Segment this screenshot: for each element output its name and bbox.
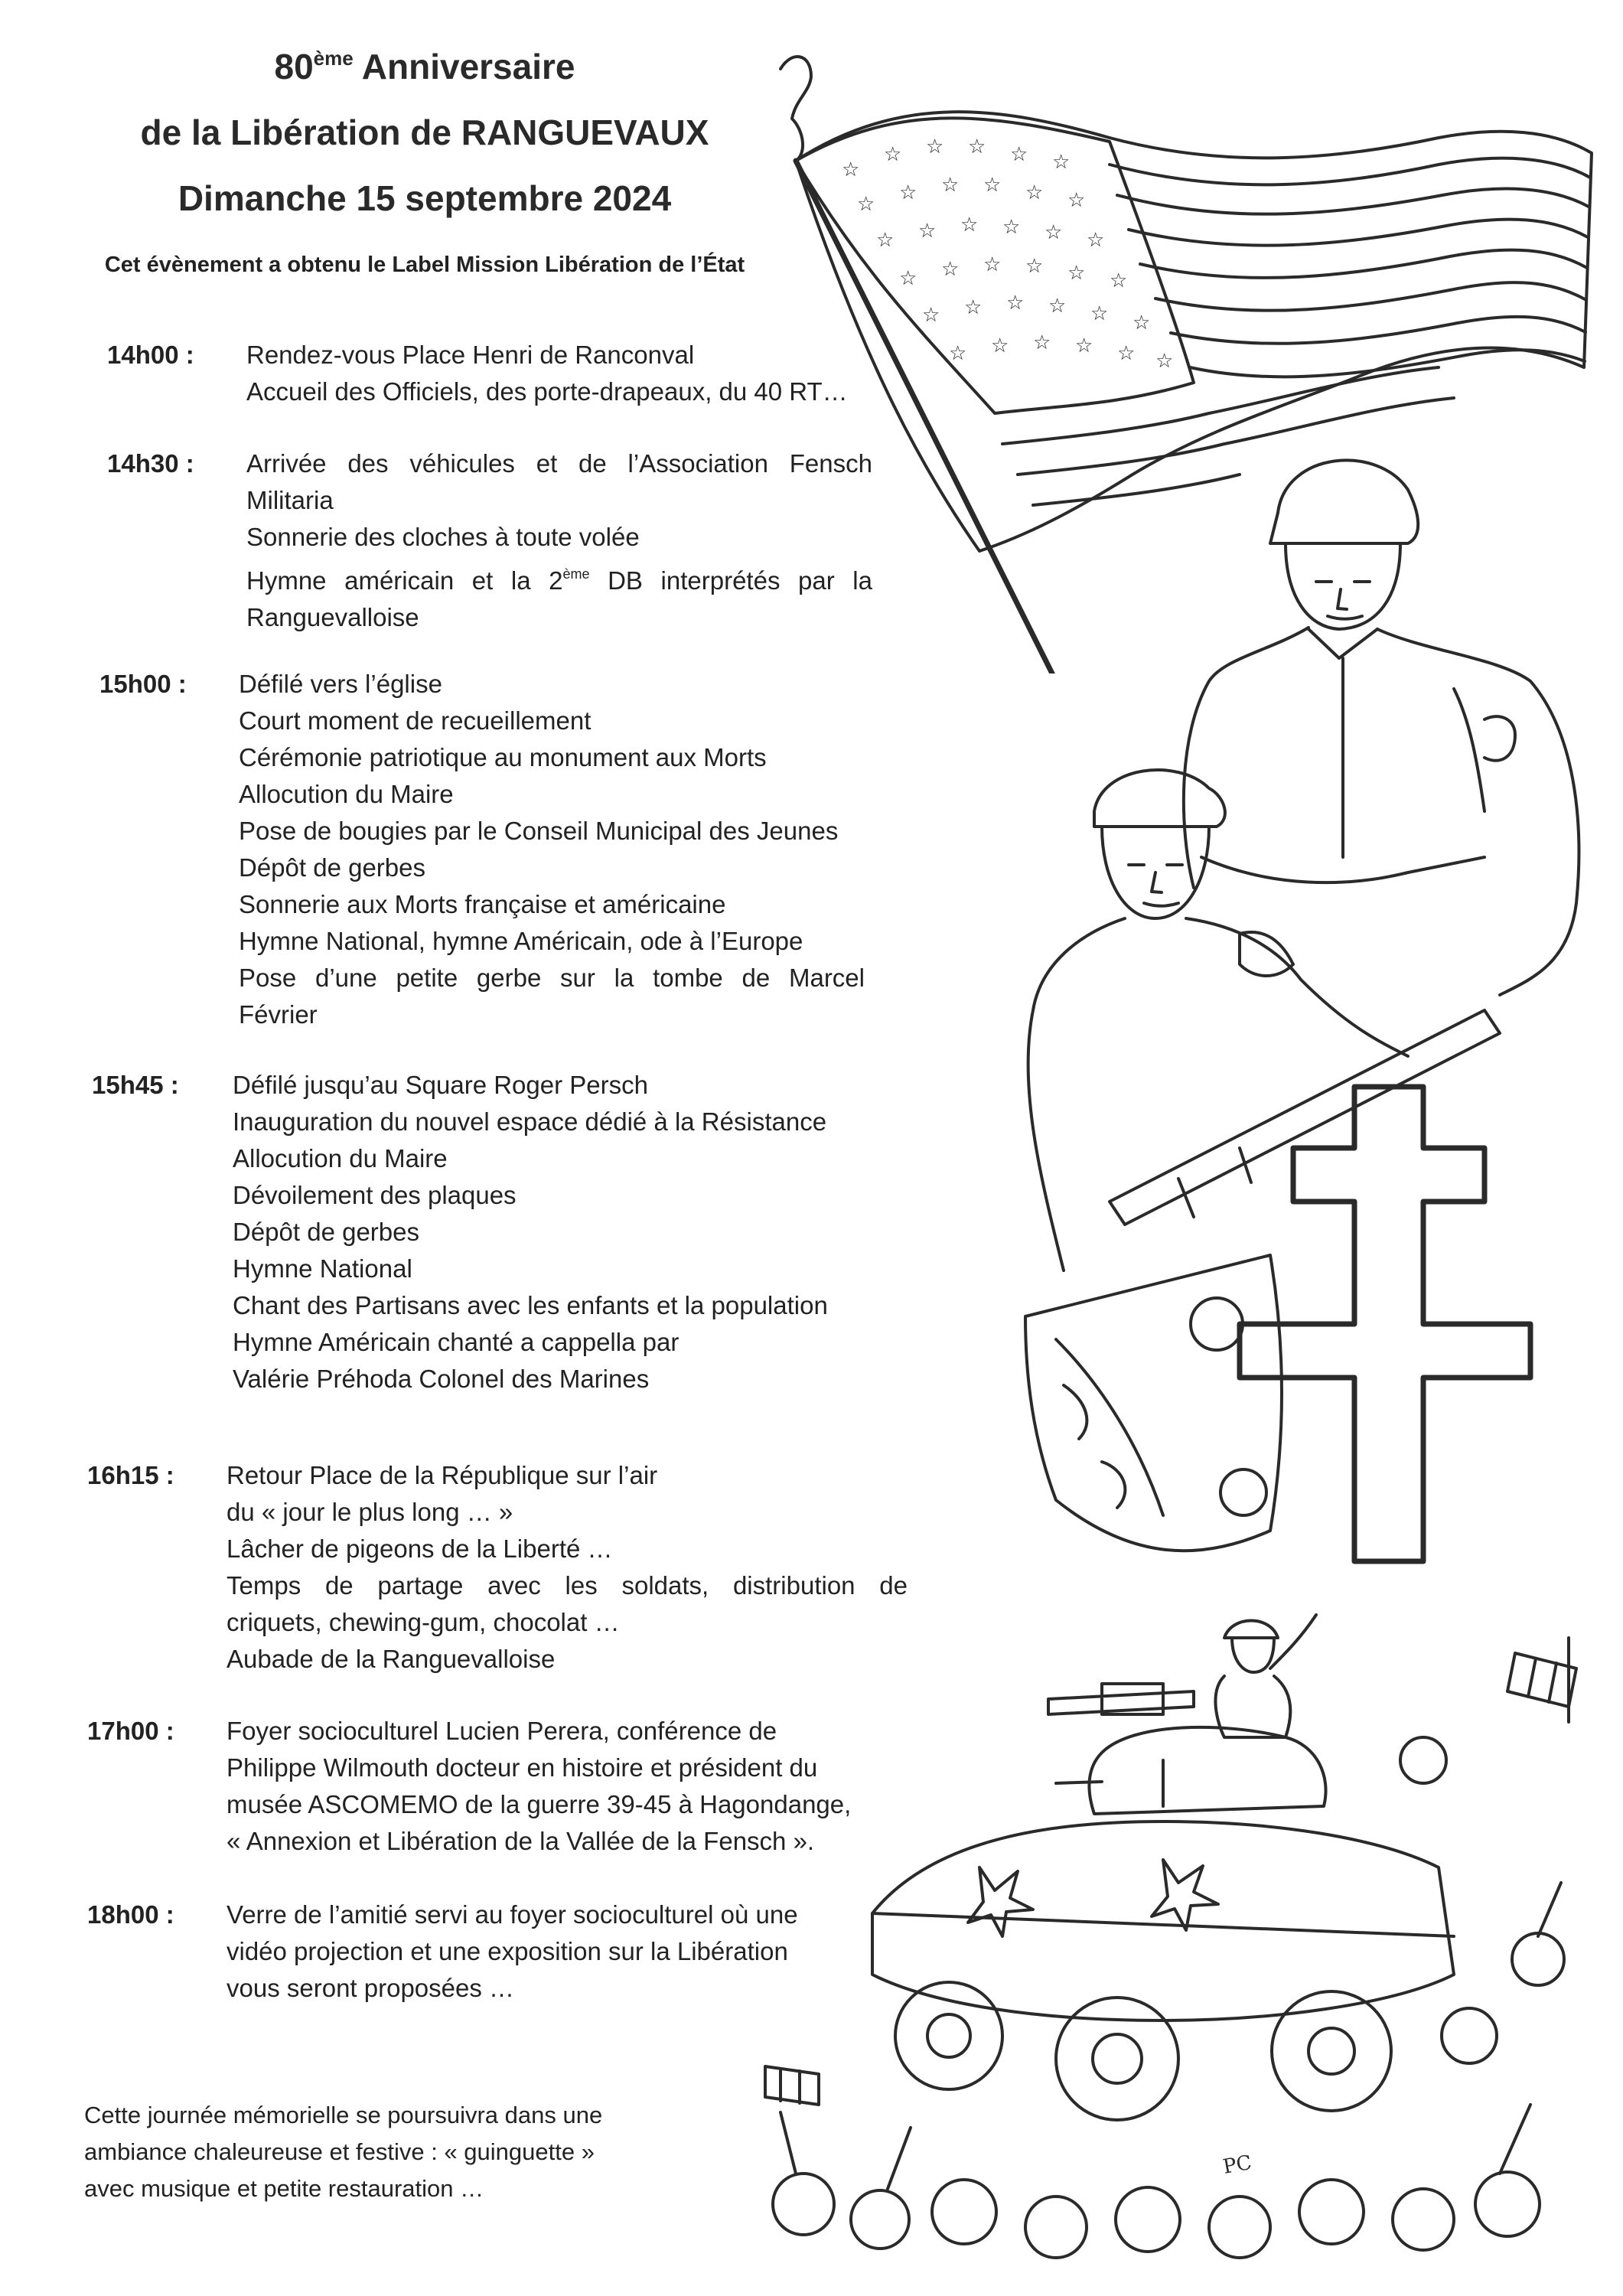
svg-text:☆: ☆ — [918, 220, 937, 243]
schedule-line: Février — [239, 1000, 318, 1029]
page-subtitle: de la Libération de RANGUEVAUX — [140, 113, 709, 152]
schedule-line: Cérémonie patriotique au monument aux Morts — [239, 743, 767, 771]
schedule-line: Rendez-vous Place Henri de Ranconval — [246, 341, 695, 369]
schedule-line: vous seront proposées … — [227, 1974, 515, 2002]
svg-text:☆: ☆ — [1033, 331, 1051, 354]
schedule-line: Défilé jusqu’au Square Roger Persch — [233, 1071, 648, 1099]
schedule-time: 16h15 : — [87, 1461, 174, 1489]
schedule-line: Hymne National, hymne Américain, ode à l’Europe — [239, 927, 803, 955]
svg-text:☆: ☆ — [1110, 269, 1128, 292]
soldiers-illustration — [949, 429, 1607, 1592]
schedule-line: Verre de l’amitié servi au foyer socioculturel où une — [227, 1900, 798, 1929]
schedule-time: 14h00 : — [107, 341, 194, 369]
svg-text:☆: ☆ — [922, 304, 940, 327]
svg-text:☆: ☆ — [1002, 216, 1021, 239]
schedule-line: musée ASCOMEMO de la guerre 39-45 à Hagondange, — [227, 1790, 852, 1818]
label-notice: Cet évènement a obtenu le Label Mission Libération de l’État — [104, 253, 745, 277]
schedule-line: Court moment de recueillement — [239, 706, 592, 735]
schedule-line: Allocution du Maire — [233, 1144, 448, 1172]
schedule-line: Militaria — [246, 486, 334, 514]
svg-text:☆: ☆ — [1048, 295, 1067, 318]
schedule-line: Lâcher de pigeons de la Liberté … — [227, 1534, 613, 1563]
svg-text:☆: ☆ — [1025, 255, 1044, 278]
schedule-time: 15h45 : — [92, 1071, 179, 1099]
schedule-line: Hymne National — [233, 1254, 412, 1283]
svg-text:☆: ☆ — [1117, 342, 1136, 365]
svg-text:☆: ☆ — [983, 174, 1002, 197]
svg-text:☆: ☆ — [1133, 311, 1151, 334]
svg-text:☆: ☆ — [964, 296, 983, 319]
svg-text:☆: ☆ — [899, 267, 917, 290]
schedule-line: Allocution du Maire — [239, 780, 454, 808]
schedule-line: Pose de bougies par le Conseil Municipal des Jeunes — [239, 817, 839, 845]
svg-text:☆: ☆ — [899, 181, 917, 204]
schedule-time: 17h00 : — [87, 1717, 174, 1745]
schedule-time: 15h00 : — [99, 670, 187, 698]
schedule-line: Aubade de la Ranguevalloise — [227, 1645, 556, 1673]
svg-text:☆: ☆ — [1075, 334, 1093, 357]
schedule-line: Défilé vers l’église — [239, 670, 442, 698]
schedule-line: Pose d’une petite gerbe sur la tombe de Marcel — [239, 964, 865, 992]
svg-text:☆: ☆ — [1010, 143, 1028, 166]
svg-text:☆: ☆ — [941, 258, 960, 281]
svg-text:☆: ☆ — [884, 143, 902, 166]
svg-text:☆: ☆ — [991, 334, 1009, 357]
closing-note — [84, 2097, 602, 2207]
schedule-line: Philippe Wilmouth docteur en histoire et président du — [227, 1753, 818, 1782]
svg-text:☆: ☆ — [1052, 151, 1071, 174]
schedule-line: Hymne Américain chanté a cappella par — [233, 1328, 680, 1356]
schedule-line: Dévoilement des plaques — [233, 1181, 517, 1209]
svg-text:☆: ☆ — [1087, 229, 1105, 252]
schedule-line: « Annexion et Libération de la Vallée de la Fensch ». — [227, 1827, 815, 1855]
schedule-line: Sonnerie des cloches à toute volée — [246, 523, 640, 551]
closing-line: Cette journée mémorielle se poursuivra dans une — [84, 2102, 603, 2128]
schedule-line: Temps de partage avec les soldats, distribution de — [227, 1571, 908, 1600]
schedule-line: Retour Place de la République sur l’air — [227, 1461, 658, 1489]
schedule-line: Sonnerie aux Morts française et américaine — [239, 890, 726, 918]
svg-text:☆: ☆ — [968, 135, 986, 158]
svg-text:☆: ☆ — [842, 158, 860, 181]
svg-text:☆: ☆ — [983, 253, 1002, 276]
schedule-line: Arrivée des véhicules et de l’Association Fensch — [246, 449, 872, 478]
schedule-time: 14h30 : — [107, 449, 194, 478]
schedule-line: Valérie Préhoda Colonel des Marines — [233, 1365, 650, 1393]
svg-text:☆: ☆ — [1067, 189, 1086, 212]
page-title: 80ème Anniversaire — [274, 47, 575, 86]
schedule-line: Hymne américain et la 2ème DB interprétés par la — [246, 566, 872, 595]
artist-initials: PC — [1221, 2151, 1254, 2179]
schedule-line: Foyer socioculturel Lucien Perera, conférence de — [227, 1717, 777, 1745]
svg-text:☆: ☆ — [1090, 302, 1109, 325]
schedule-line: Chant des Partisans avec les enfants et la population — [233, 1291, 828, 1319]
schedule-line: Inauguration du nouvel espace dédié à la Résistance — [233, 1107, 827, 1136]
schedule-line: criquets, chewing-gum, chocolat … — [227, 1608, 620, 1636]
svg-text:☆: ☆ — [949, 342, 967, 365]
svg-text:☆: ☆ — [941, 174, 960, 197]
schedule-line: Accueil des Officiels, des porte-drapeaux, du 40 RT… — [246, 377, 848, 406]
svg-text:☆: ☆ — [1067, 262, 1086, 285]
schedule-line: Dépôt de gerbes — [233, 1218, 420, 1246]
closing-line: avec musique et petite restauration … — [84, 2175, 484, 2202]
svg-text:☆: ☆ — [1155, 350, 1174, 373]
schedule-line: du « jour le plus long … » — [227, 1498, 513, 1526]
svg-text:☆: ☆ — [1045, 221, 1063, 244]
svg-text:☆: ☆ — [960, 214, 979, 236]
svg-text:☆: ☆ — [1006, 292, 1025, 315]
schedule-line: Ranguevalloise — [246, 603, 419, 631]
armored-car-illustration — [735, 1607, 1607, 2281]
svg-text:☆: ☆ — [926, 135, 944, 158]
closing-line: ambiance chaleureuse et festive : « guinguette » — [84, 2138, 595, 2165]
event-date: Dimanche 15 septembre 2024 — [178, 178, 672, 218]
schedule-time: 18h00 : — [87, 1900, 174, 1929]
svg-text:☆: ☆ — [857, 193, 875, 216]
schedule-line: vidéo projection et une exposition sur la Libération — [227, 1937, 788, 1965]
svg-text:☆: ☆ — [1025, 181, 1044, 204]
schedule-line: Dépôt de gerbes — [239, 853, 426, 882]
svg-text:☆: ☆ — [876, 229, 895, 252]
